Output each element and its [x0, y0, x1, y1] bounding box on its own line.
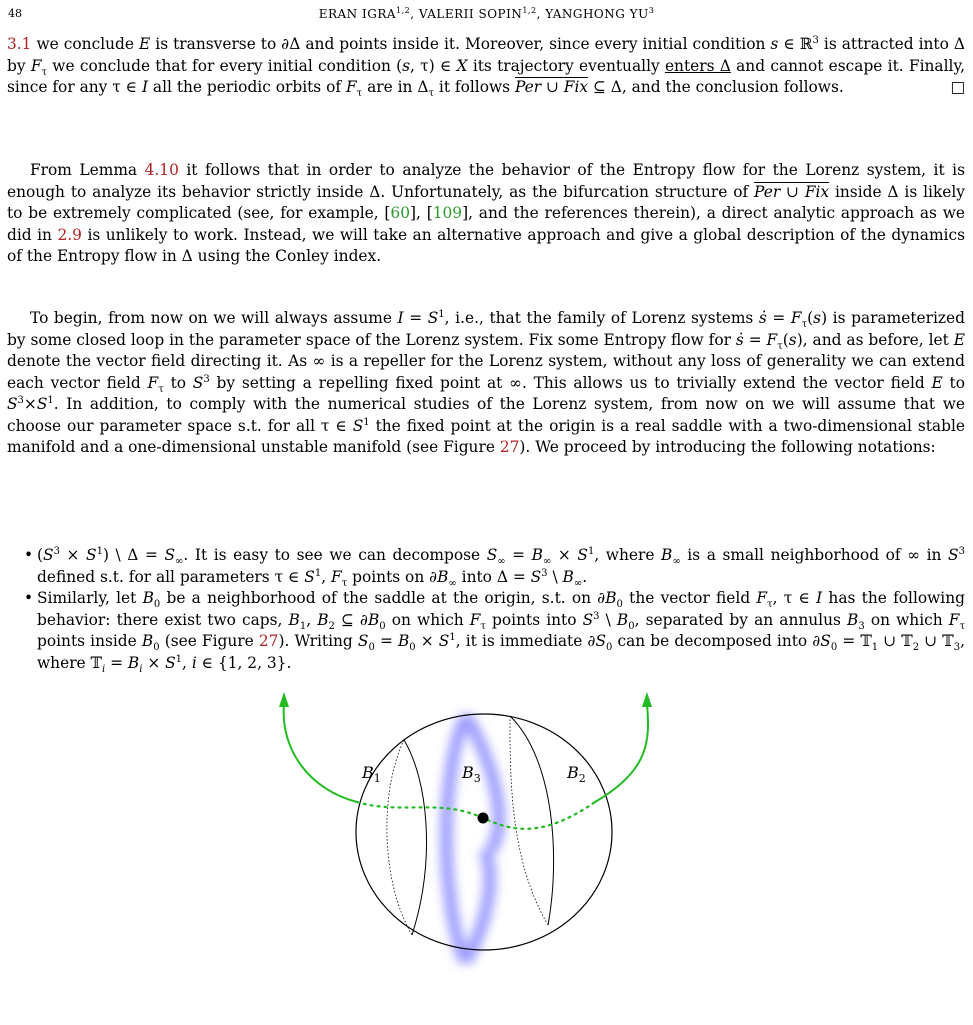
label-b1-letter: B	[362, 763, 374, 782]
label-b2	[566, 763, 586, 785]
stable-manifold-shading	[446, 716, 499, 962]
label-b3-letter: B	[462, 763, 474, 782]
list-item-text: $(S^3 \times S^1)$ \ $\Delta = S_\infty$. It is easy to see we can decompose $S_\infty = B_\infty \times S^1$, where $B_\infty$ is a small neighborhood of ∞ in $S^3$ defined s.t. for all parameters τ ∈ $S^1$, $F_\tau$ points on $\partial B_\infty$ into $\Delta = S^3$ \ $B_\infty$.	[37, 545, 965, 589]
bullet-glyph: •	[24, 546, 34, 564]
running-header-authors: ERAN IGRA$^{1,2}$, VALERII SOPIN$^{1,2}$, YANGHONG $YU^3$	[318, 6, 655, 21]
arrow-head-right-icon	[642, 692, 652, 707]
bullet-glyph: •	[24, 589, 34, 607]
saddle-point	[478, 813, 489, 824]
paragraph-lemma-discussion: From Lemma 4.10 it follows that in order to analyze the behavior of the Entropy flow for the Lorenz system, it is enough to analyze its behavior strictly inside Δ. Unfortunately, as the bifurcation structure of Per ∪ Fix inside Δ is likely to be extremely complicated (see, for example, [60], [109], and the references therein), a direct analytic approach as we did in 2.9 is unlikely to work. Instead, we will take an alternative approach and give a global description of the dynamics of the Entropy flow in Δ using the Conley index.	[7, 161, 966, 265]
paragraph-proof-end: 3.1 we conclude E is transverse to ∂Δ and points inside it. Moreover, since every initial condition s ∈ ℝ$^3$ is attracted into Δ by $F_\tau$ we conclude that for every initial condition (s, τ) ∈ X its trajectory eventually enters Δ and cannot escape it. Finally, since for any τ ∈ I all the periodic orbits of $F_\tau$ are in $\Delta_\tau$ it follows Per ∪ Fix ⊆ Δ, and the conclusion follows. □	[7, 34, 966, 100]
paragraph-assumptions: To begin, from now on we will always assume $I = S^1$, i.e., that the family of Lorenz systems ṡ = $F_\tau(s)$ is parameterized by some closed loop in the parameter space of the Lorenz system. Fix some Entropy flow for ṡ = $F_\tau(s)$, and as before, let E denote the vector field directing it. As ∞ is a repeller for the Lorenz system, without any loss of generality we can extend each vector field $F_\tau$ to $S^3$ by setting a repelling fixed point at ∞. This allows us to trivially extend the vector field E to $S^3\times S^1$. In addition, to comply with the numerical studies of the Lorenz system, from now on we will assume that we choose our parameter space s.t. for all τ ∈ $S^1$ the fixed point at the origin is a real saddle with a two-dimensional stable manifold and a one-dimensional unstable manifold (see Figure 27). We proceed by introducing the following notations:	[7, 308, 966, 456]
cap-b2-boundary-hidden	[510, 716, 548, 925]
label-b3	[461, 763, 481, 785]
label-b3-sub: 3	[473, 772, 481, 785]
cap-b1-boundary-hidden	[387, 740, 412, 935]
notation-list	[7, 545, 965, 674]
label-b2-letter: B	[567, 763, 579, 782]
list-item-text: Similarly, let $B_0$ be a neighborhood of the saddle at the origin, s.t. on $\partial B_0$ the vector field $F_\tau$, τ ∈ I has the following behavior: there exist two caps, $B_1$, $B_2$ ⊆ $\partial B_0$ on which $F_\tau$ points into $S^3$ \ $B_0$, separated by an annulus $B_3$ on which $F_\tau$ points inside $B_0$ (see Figure 27). Writing $S_0 = B_0 \times S^1$, it is immediate $\partial S_0$ can be decomposed into $\partial S_0$ = 𝕋$_1$ ∪ 𝕋$_2$ ∪ 𝕋$_3$, where 𝕋$_i$ = $B_i \times S^1$, i ∈ {1, 2, 3}.	[37, 589, 966, 675]
list-item	[7, 545, 965, 588]
figure-saddle-neighborhood	[240, 690, 720, 990]
label-b1-sub: 1	[373, 772, 381, 785]
page-number: 48	[8, 7, 22, 20]
unstable-manifold-inside	[357, 802, 595, 829]
arrow-head-left-icon	[279, 692, 289, 707]
unstable-manifold-left	[284, 704, 357, 802]
label-b2-sub: 2	[578, 772, 586, 785]
cap-b2-boundary	[510, 716, 554, 925]
cap-b1-boundary	[404, 740, 426, 935]
list-item	[7, 588, 965, 674]
